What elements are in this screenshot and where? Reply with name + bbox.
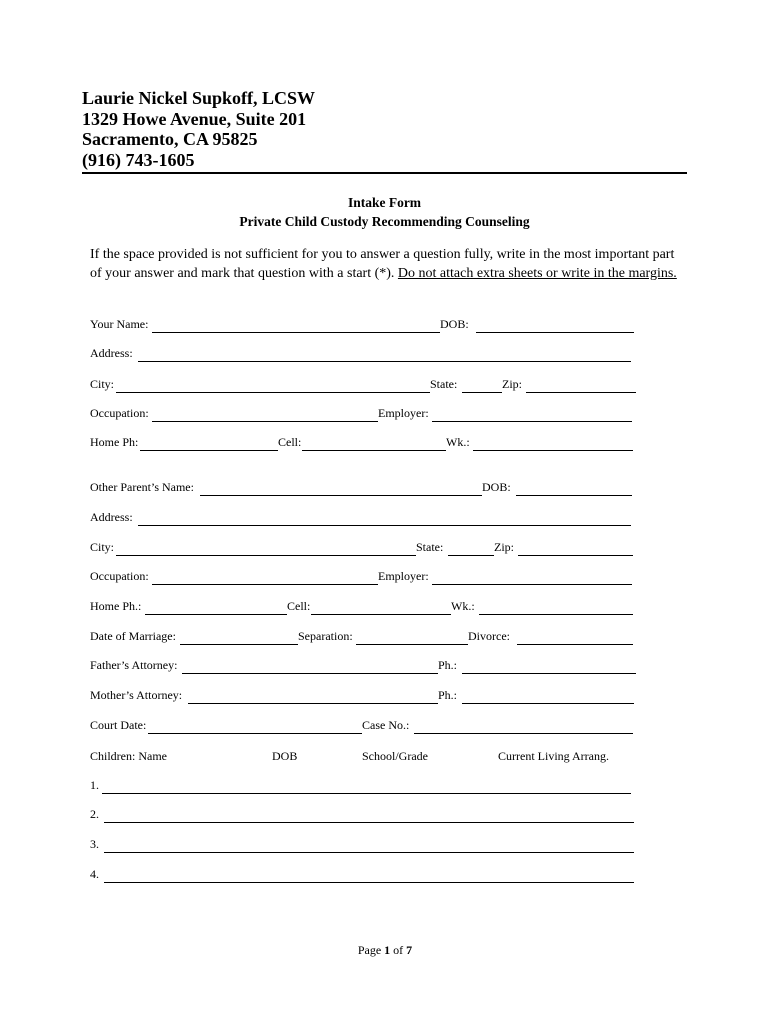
occupation-label: Occupation: <box>90 406 149 420</box>
mothers-attorney-phone-field[interactable] <box>462 703 634 704</box>
zip-field[interactable] <box>526 392 636 393</box>
form-title: Intake Form <box>347 195 422 210</box>
other-work-phone-field[interactable] <box>479 614 633 615</box>
other-zip-label: Zip: <box>494 540 514 554</box>
other-state-label: State: <box>416 540 444 554</box>
your-name-label: Your Name: <box>90 317 149 331</box>
case-number-field[interactable] <box>414 733 633 734</box>
other-parent-dob-field[interactable] <box>516 495 632 496</box>
other-occupation-label: Occupation: <box>90 569 149 583</box>
other-cell-field[interactable] <box>311 614 451 615</box>
employer-label: Employer: <box>378 406 429 420</box>
other-state-field[interactable] <box>448 555 494 556</box>
other-occupation-field[interactable] <box>152 584 378 585</box>
other-cell-label: Cell: <box>287 599 311 613</box>
other-employer-field[interactable] <box>432 584 632 585</box>
zip-label: Zip: <box>502 377 522 391</box>
home-phone-field[interactable] <box>140 450 278 451</box>
form-titles <box>82 193 687 231</box>
child-row-number: 2. <box>90 807 99 821</box>
children-living-header: Current Living Arrang. <box>498 749 609 763</box>
other-parent-name-label: Other Parent’s Name: <box>90 480 194 494</box>
instructions-warning: Do not attach extra sheets or write in the margins. <box>397 265 677 281</box>
dob-field[interactable] <box>476 332 634 333</box>
page-mid: of <box>390 943 407 957</box>
home-phone-label: Home Ph: <box>90 435 139 449</box>
address-label: Address: <box>90 346 133 360</box>
other-home-phone-field[interactable] <box>145 614 287 615</box>
other-address-field[interactable] <box>138 525 631 526</box>
address-field[interactable] <box>138 361 631 362</box>
other-address-label: Address: <box>90 510 133 524</box>
street-address: 1329 Howe Avenue, Suite 201 <box>82 108 307 129</box>
state-label: State: <box>430 377 458 391</box>
instructions-text: If the space provided is not sufficient for you to answer a question fully, write in the most important part of your answer and mark that question with a start (*). <box>90 247 675 281</box>
mothers-attorney-label: Mother’s Attorney: <box>90 688 183 702</box>
dob-label: DOB: <box>440 317 469 331</box>
child-row-field[interactable] <box>104 852 634 853</box>
mothers-attorney-field[interactable] <box>188 703 438 704</box>
instructions <box>90 246 680 283</box>
other-employer-label: Employer: <box>378 569 429 583</box>
marriage-date-label: Date of Marriage: <box>90 629 176 643</box>
other-zip-field[interactable] <box>518 555 633 556</box>
occupation-field[interactable] <box>152 421 378 422</box>
other-parent-dob-label: DOB: <box>482 480 511 494</box>
city-label: City: <box>90 377 115 391</box>
separation-field[interactable] <box>356 644 468 645</box>
child-row-number: 1. <box>90 778 99 792</box>
state-field[interactable] <box>462 392 502 393</box>
practitioner-name: Laurie Nickel Supkoff, LCSW <box>82 88 316 108</box>
work-phone-label: Wk.: <box>446 435 470 449</box>
children-name-header: Children: Name <box>90 749 167 763</box>
fathers-attorney-field[interactable] <box>182 673 438 674</box>
child-row-field[interactable] <box>102 793 631 794</box>
court-date-field[interactable] <box>148 733 362 734</box>
divorce-label: Divorce: <box>468 629 510 643</box>
practitioner-header <box>82 88 315 170</box>
work-phone-field[interactable] <box>473 450 633 451</box>
child-row-field[interactable] <box>104 882 634 883</box>
other-parent-name-field[interactable] <box>200 495 482 496</box>
page-prefix: Page <box>357 943 385 957</box>
court-date-label: Court Date: <box>90 718 147 732</box>
fathers-attorney-label: Father’s Attorney: <box>90 658 178 672</box>
child-row-number: 4. <box>90 867 99 881</box>
marriage-date-field[interactable] <box>180 644 298 645</box>
other-city-field[interactable] <box>116 555 416 556</box>
children-dob-header: DOB <box>272 749 298 763</box>
case-number-label: Case No.: <box>362 718 410 732</box>
separation-label: Separation: <box>298 629 353 643</box>
other-city-label: City: <box>90 540 115 554</box>
header-divider <box>82 172 687 174</box>
other-work-phone-label: Wk.: <box>451 599 475 613</box>
city-field[interactable] <box>116 392 430 393</box>
mothers-attorney-phone-label: Ph.: <box>438 688 458 702</box>
employer-field[interactable] <box>432 421 632 422</box>
children-school-header: School/Grade <box>362 749 428 763</box>
office-phone: (916) 743-1605 <box>82 149 195 170</box>
page-total: 7 <box>406 943 413 957</box>
cell-label: Cell: <box>278 435 302 449</box>
other-home-phone-label: Home Ph.: <box>90 599 142 613</box>
divorce-field[interactable] <box>517 644 633 645</box>
fathers-attorney-phone-field[interactable] <box>462 673 636 674</box>
form-subtitle: Private Child Custody Recommending Counseling <box>239 214 530 229</box>
child-row-field[interactable] <box>104 822 634 823</box>
city-state-zip: Sacramento, CA 95825 <box>82 129 258 149</box>
your-name-field[interactable] <box>152 332 440 333</box>
cell-field[interactable] <box>302 450 446 451</box>
page-footer <box>0 943 770 958</box>
fathers-attorney-phone-label: Ph.: <box>438 658 458 672</box>
page-number: 1 <box>384 943 391 957</box>
child-row-number: 3. <box>90 837 99 851</box>
